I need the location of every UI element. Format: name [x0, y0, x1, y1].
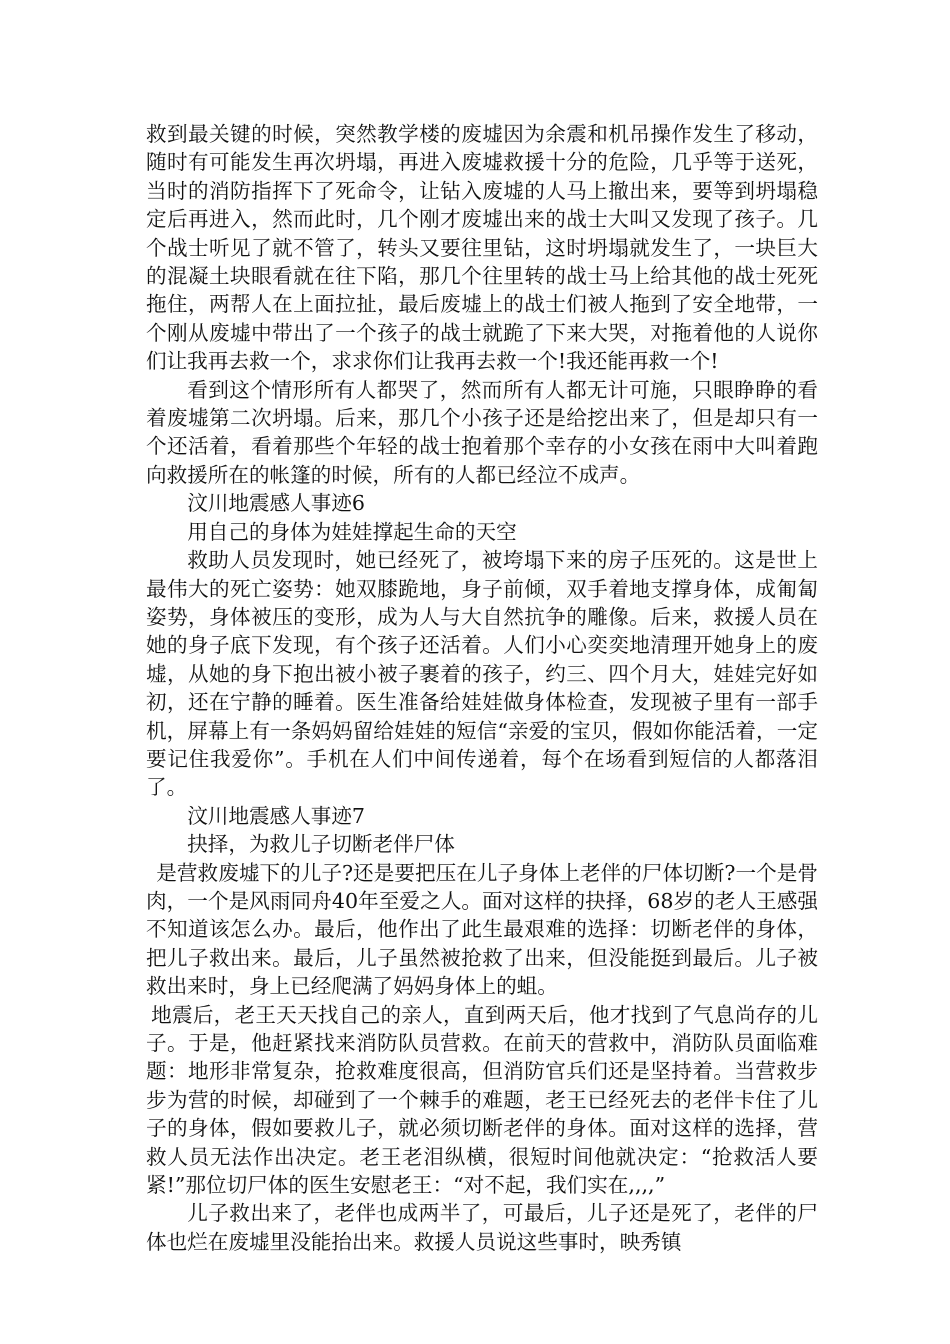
paragraph-choice: 是营救废墟下的儿子?还是要把压在儿子身体上老伴的尸体切断?一个是骨肉，一个是风雨同舟40年至爱之人。面对这样的抉择，68岁的老人王感强不知道该怎么办。最后，他作出了此生最艰难的选择：切断老伴的身体，把儿子救出来。最后，儿子虽然被抢救了出来，但没能挺到最后。儿子被救出来时，身上已经爬满了妈妈身体上的蛆。 — [146, 860, 818, 999]
section-heading-7: 汶川地震感人事迹7 — [187, 803, 366, 828]
paragraph-rescue-collapse: 救到最关键的时候，突然教学楼的废墟因为余震和机吊操作发生了移动，随时有可能发生再次坍塌，再进入废墟救援十分的危险，几乎等于送死，当时的消防指挥下了死命令，让钻入废墟的人马上撤出来，要等到坍塌稳定后再进入，然而此时，几个刚才废墟出来的战士大叫又发现了孩子。几个战士听见了就不管了，转头又要往里钻，这时坍塌就发生了，一块巨大的混凝土块眼看就在往下陷，那几个往里转的战士马上给其他的战士死死拖住，两帮人在上面拉扯，最后废墟上的战士们被人拖到了安全地带，一个刚从废墟中带出了一个孩子的战士就跪了下来大哭，对拖着他的人说你们让我再去救一个，求求你们让我再去救一个!我还能再救一个! — [146, 122, 818, 374]
story-title-7: 抉择，为救儿子切断老伴尸体 — [187, 832, 455, 857]
paragraph-mother-story: 救助人员发现时，她已经死了，被垮塌下来的房子压死的。这是世上最伟大的死亡姿势：她双膝跪地，身子前倾，双手着地支撑身体，成匍匐姿势，身体被压的变形，成为人与大自然抗争的雕像。后来，救援人员在她的身子底下发现，有个孩子还活着。人们小心奕奕地清理开她身上的废墟，从她的身下抱出被小被子裹着的孩子，约三、四个月大，娃娃完好如初，还在宁静的睡着。医生准备给娃娃做身体检查，发现被子里有一部手机，屏幕上有一条妈妈留给娃娃的短信“亲爱的宝贝，假如你能活着，一定要记住我爱你”。手机在人们中间传递着，每个在场看到短信的人都落泪了。 — [146, 548, 818, 800]
document-body — [146, 120, 818, 1256]
section-heading-6: 汶川地震感人事迹6 — [187, 491, 366, 516]
paragraph-ending: 儿子救出来了，老伴也成两半了，可最后，儿子还是死了，老伴的尸体也烂在废墟里没能抬出来。救援人员说这些事时，映秀镇 — [146, 1201, 818, 1254]
story-title-6: 用自己的身体为娃娃撑起生命的天空 — [187, 519, 517, 544]
paragraph-rescue-son: 地震后，老王天天找自己的亲人，直到两天后，他才找到了气息尚存的儿子。于是，他赶紧找来消防队员营救。在前天的营救中，消防队员面临难题：地形非常复杂，抢救难度很高，但消防官兵们还是坚持着。当营救步步为营的时候，却碰到了一个棘手的难题，老王已经死去的老伴卡住了儿子的身体，假如要救儿子，就必须切断老伴的身体。面对这样的选择，营救人员无法作出决定。老王老泪纵横，很短时间他就决定：“抢救活人要紧!”那位切尸体的医生安慰老王：“对不起，我们实在,,,,” — [146, 1002, 818, 1198]
paragraph-second-collapse: 看到这个情形所有人都哭了，然而所有人都无计可施，只眼睁睁的看着废墟第二次坍塌。后来，那几个小孩子还是给挖出来了，但是却只有一个还活着，看着那些个年轻的战士抱着那个幸存的小女孩在雨中大叫着跑向救援所在的帐篷的时候，所有的人都已经泣不成声。 — [146, 377, 818, 487]
